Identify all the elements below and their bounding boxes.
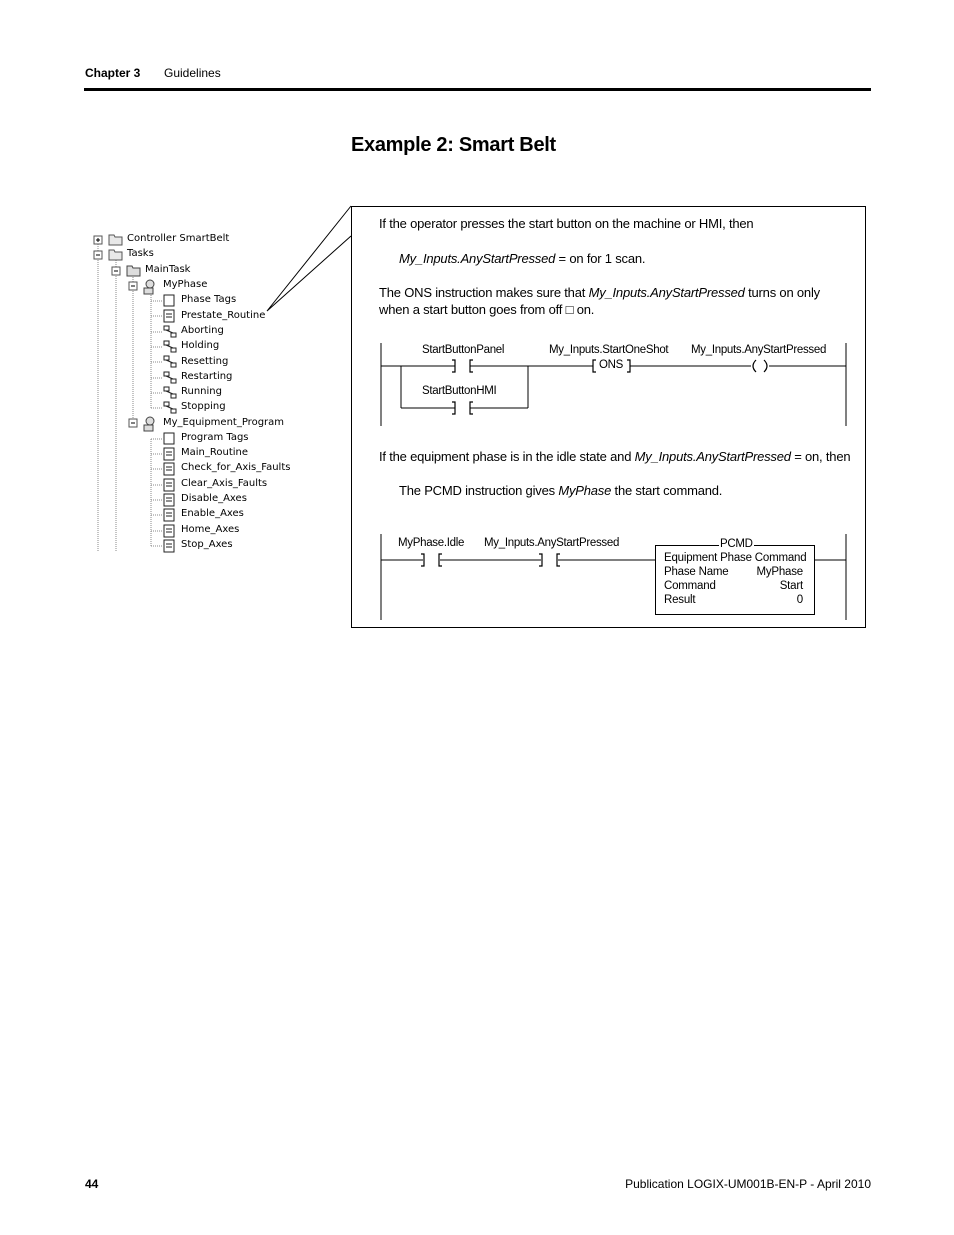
callout-paragraph-4: If the equipment phase is in the idle state and My_Inputs.AnyStartPressed = on, then bbox=[379, 449, 851, 464]
section-label: Guidelines bbox=[164, 66, 221, 80]
pcmd-result-label: Result bbox=[664, 594, 696, 606]
tree-item-equipment-program[interactable]: My_Equipment_Program bbox=[163, 417, 285, 428]
tree-item-phase-tags[interactable]: Phase Tags bbox=[181, 294, 237, 305]
pcmd-phase-name-value: MyPhase bbox=[756, 566, 803, 578]
tree-item-maintask[interactable]: MainTask bbox=[145, 264, 191, 275]
tag-any-start-pressed: My_Inputs.AnyStartPressed bbox=[484, 537, 620, 549]
tree-item-resetting[interactable]: Resetting bbox=[181, 356, 229, 367]
callout-paragraph-5: The PCMD instruction gives MyPhase the start command. bbox=[399, 483, 723, 498]
tag-start-button-hmi: StartButtonHMI bbox=[422, 385, 497, 397]
tag-any-start-pressed-coil: My_Inputs.AnyStartPressed bbox=[691, 344, 827, 356]
callout-paragraph-3: The ONS instruction makes sure that My_Inputs.AnyStartPressed turns on only bbox=[379, 285, 820, 300]
tree-item-program-tags[interactable]: Program Tags bbox=[181, 432, 249, 443]
tag-start-button-panel: StartButtonPanel bbox=[422, 344, 505, 356]
tree-item-stop-axes[interactable]: Stop_Axes bbox=[181, 539, 233, 550]
tree-item-aborting[interactable]: Aborting bbox=[181, 325, 224, 336]
publication-info: Publication LOGIX-UM001B-EN-P - April 2010 bbox=[625, 1177, 871, 1191]
pcmd-phase-name-label: Phase Name bbox=[664, 566, 729, 578]
pcmd-title: Equipment Phase Command bbox=[664, 552, 807, 564]
tree-item-disable-axes[interactable]: Disable_Axes bbox=[181, 493, 247, 504]
tree-item-prestate-routine[interactable]: Prestate_Routine bbox=[181, 310, 266, 321]
tree-item-tasks[interactable]: Tasks bbox=[127, 248, 154, 259]
tree-item-controller[interactable]: Controller SmartBelt bbox=[127, 233, 230, 244]
tree-item-main-routine[interactable]: Main_Routine bbox=[181, 447, 249, 458]
tag-myphase-idle: MyPhase.Idle bbox=[398, 537, 465, 549]
tree-item-restarting[interactable]: Restarting bbox=[181, 371, 233, 382]
ons-instruction bbox=[593, 360, 596, 372]
tree-item-home-axes[interactable]: Home_Axes bbox=[181, 524, 240, 535]
callout-box bbox=[352, 207, 866, 628]
callout-paragraph-1: If the operator presses the start button on the machine or HMI, then bbox=[379, 216, 754, 231]
page-number: 44 bbox=[85, 1177, 99, 1191]
callout-pointer bbox=[267, 206, 351, 311]
pcmd-result-value: 0 bbox=[796, 594, 803, 606]
callout-paragraph-3-line-2: when a start button goes from off □ on. bbox=[379, 302, 595, 317]
tree-item-holding[interactable]: Holding bbox=[181, 340, 220, 351]
tree-item-stopping[interactable]: Stopping bbox=[181, 401, 226, 412]
tree-item-clear-axis-faults[interactable]: Clear_Axis_Faults bbox=[181, 478, 268, 489]
pcmd-command-label: Command bbox=[664, 580, 716, 592]
callout-paragraph-2: My_Inputs.AnyStartPressed = on for 1 scan. bbox=[399, 251, 646, 266]
output-coil bbox=[753, 360, 756, 372]
pcmd-name: PCMD bbox=[720, 538, 753, 550]
page-title: Example 2: Smart Belt bbox=[351, 134, 556, 156]
tag-start-one-shot: My_Inputs.StartOneShot bbox=[549, 344, 669, 356]
tree-item-enable-axes[interactable]: Enable_Axes bbox=[181, 508, 244, 519]
chapter-label: Chapter 3 bbox=[85, 66, 141, 80]
ons-label: ONS bbox=[599, 359, 624, 371]
pcmd-command-value: Start bbox=[779, 580, 803, 592]
tree-item-myphase[interactable]: MyPhase bbox=[163, 279, 208, 290]
tree-item-check-axis-faults[interactable]: Check_for_Axis_Faults bbox=[181, 462, 291, 473]
tree-item-running[interactable]: Running bbox=[181, 386, 222, 397]
